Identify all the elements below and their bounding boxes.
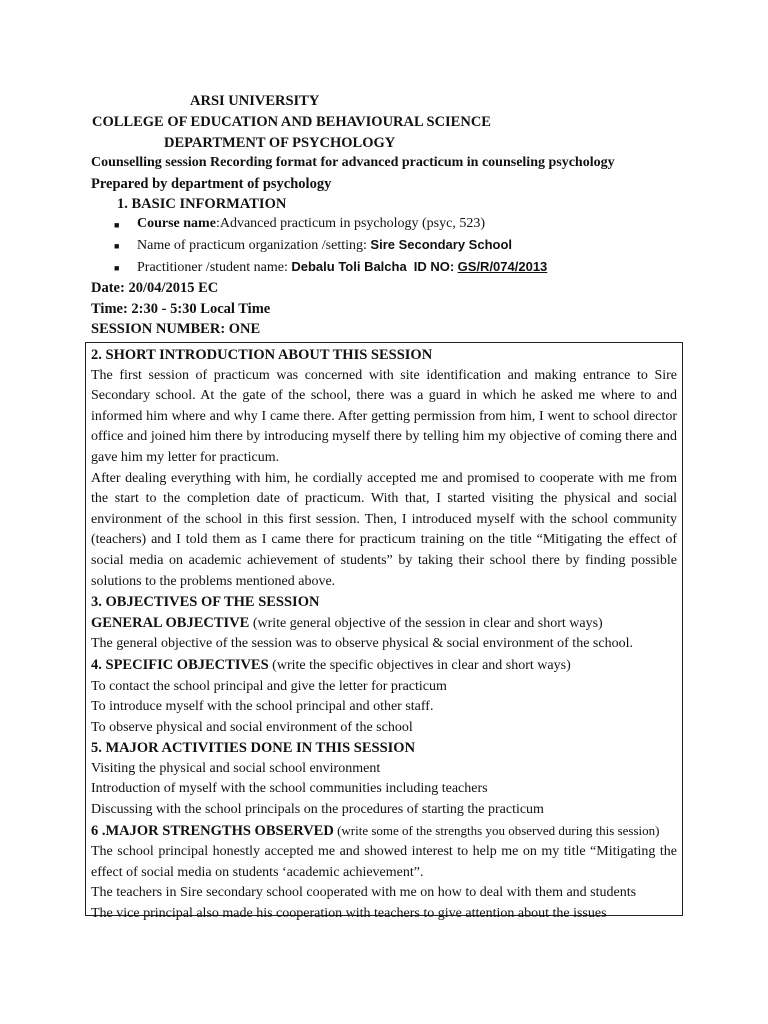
organization-line	[137, 237, 512, 254]
list-item: Visiting the physical and social school environment	[91, 760, 381, 776]
general-objective-line	[91, 613, 677, 635]
id-value: GS/R/074/2013	[457, 259, 548, 274]
session-record-content	[91, 345, 677, 925]
list-item: Introduction of myself with the school communities including teachers	[91, 781, 488, 797]
course-name-value: :Advanced practicum in psychology (psyc, 523)	[215, 216, 485, 231]
strengths-note: (write some of the strengths you observed during this session)	[333, 822, 660, 838]
list-item: To contact the school principal and give the letter for practicum	[91, 678, 447, 694]
organization-value: Sire Secondary School	[370, 237, 513, 252]
specific-objectives-line	[91, 655, 677, 677]
format-title: Counselling session Recording format for advanced practicum in counseling psychology	[91, 155, 615, 170]
session-date: Date: 20/04/2015 EC	[91, 280, 219, 296]
strengths-line	[91, 821, 677, 843]
course-name-label: Course name	[137, 216, 216, 231]
college-name: COLLEGE OF EDUCATION AND BEHAVIOURAL SCIENCE	[92, 114, 491, 130]
intro-heading: 2. SHORT INTRODUCTION ABOUT THIS SESSION	[91, 347, 433, 363]
strengths-paragraph-2: The teachers in Sire secondary school cooperated with me on how to deal with them and students	[91, 885, 637, 901]
bullet-icon: ■	[114, 263, 120, 273]
bullet-icon: ■	[114, 220, 120, 230]
general-objective-text: The general objective of the session was to observe physical & social environment of the school.	[91, 636, 633, 652]
specific-objectives-heading: 4. SPECIFIC OBJECTIVES	[91, 656, 269, 673]
list-item: To introduce myself with the school principal and other staff.	[91, 699, 434, 715]
practitioner-value: Debalu Toli Balcha	[291, 259, 407, 274]
session-record-box	[85, 342, 683, 922]
activities-heading: 5. MAJOR ACTIVITIES DONE IN THIS SESSION	[91, 740, 416, 757]
organization-label: Name of practicum organization /setting:	[137, 238, 367, 253]
course-name-line	[137, 216, 485, 232]
list-item: To observe physical and social environment of the school	[91, 719, 413, 735]
practitioner-line	[137, 259, 547, 276]
strengths-heading: 6 .MAJOR STRENGTHS OBSERVED	[91, 822, 334, 839]
session-number: SESSION NUMBER: ONE	[91, 321, 261, 337]
objectives-heading: 3. OBJECTIVES OF THE SESSION	[91, 594, 320, 611]
general-objective-note: (write general objective of the session in clear and short ways)	[249, 615, 603, 631]
list-item: Discussing with the school principals on the procedures of starting the practicum	[91, 802, 544, 818]
specific-objectives-note: (write the specific objectives in clear and short ways)	[268, 657, 571, 673]
practitioner-label: Practitioner /student name:	[137, 260, 288, 275]
department-name: DEPARTMENT OF PSYCHOLOGY	[164, 135, 396, 151]
university-name: ARSI UNIVERSITY	[190, 93, 320, 109]
prepared-by: Prepared by department of psychology	[91, 176, 332, 192]
basic-info-heading: 1. BASIC INFORMATION	[117, 196, 287, 212]
strengths-paragraph-1: The school principal honestly accepted me and showed interest to help me on my title “Mitigating the effect of social media on students ‘academic achievement”.	[91, 844, 677, 880]
id-label: ID NO:	[413, 259, 455, 274]
session-time: Time: 2:30 - 5:30 Local Time	[91, 301, 271, 317]
intro-paragraph-1: The first session of practicum was concerned with site identification and making entrance to Sire Secondary school. At the gate of the school, there was a guard in which he asked me where to and informed him where and why I came there. After getting permission from him, I went to school director office and joined him there by introducing myself there by telling him my objective of coming there and gave him my letter for practicum.	[91, 367, 677, 465]
general-objective-heading: GENERAL OBJECTIVE	[91, 614, 250, 631]
bullet-icon: ■	[114, 241, 120, 251]
strengths-paragraph-3: The vice principal also made his cooperation with teachers to give attention about the issues	[91, 906, 607, 922]
intro-paragraph-2: After dealing everything with him, he cordially accepted me and promised to cooperate with me from the start to the completion date of practicum. With that, I started visiting the physical and social environment of the school in this first session. Then, I introduced myself with the school community (teachers) and I told them as I came there for practicum training on the title “Mitigating the effect of social media on academic achievement of students” by taking their school there by finding possible solutions to the problems mentioned above.	[91, 470, 677, 589]
